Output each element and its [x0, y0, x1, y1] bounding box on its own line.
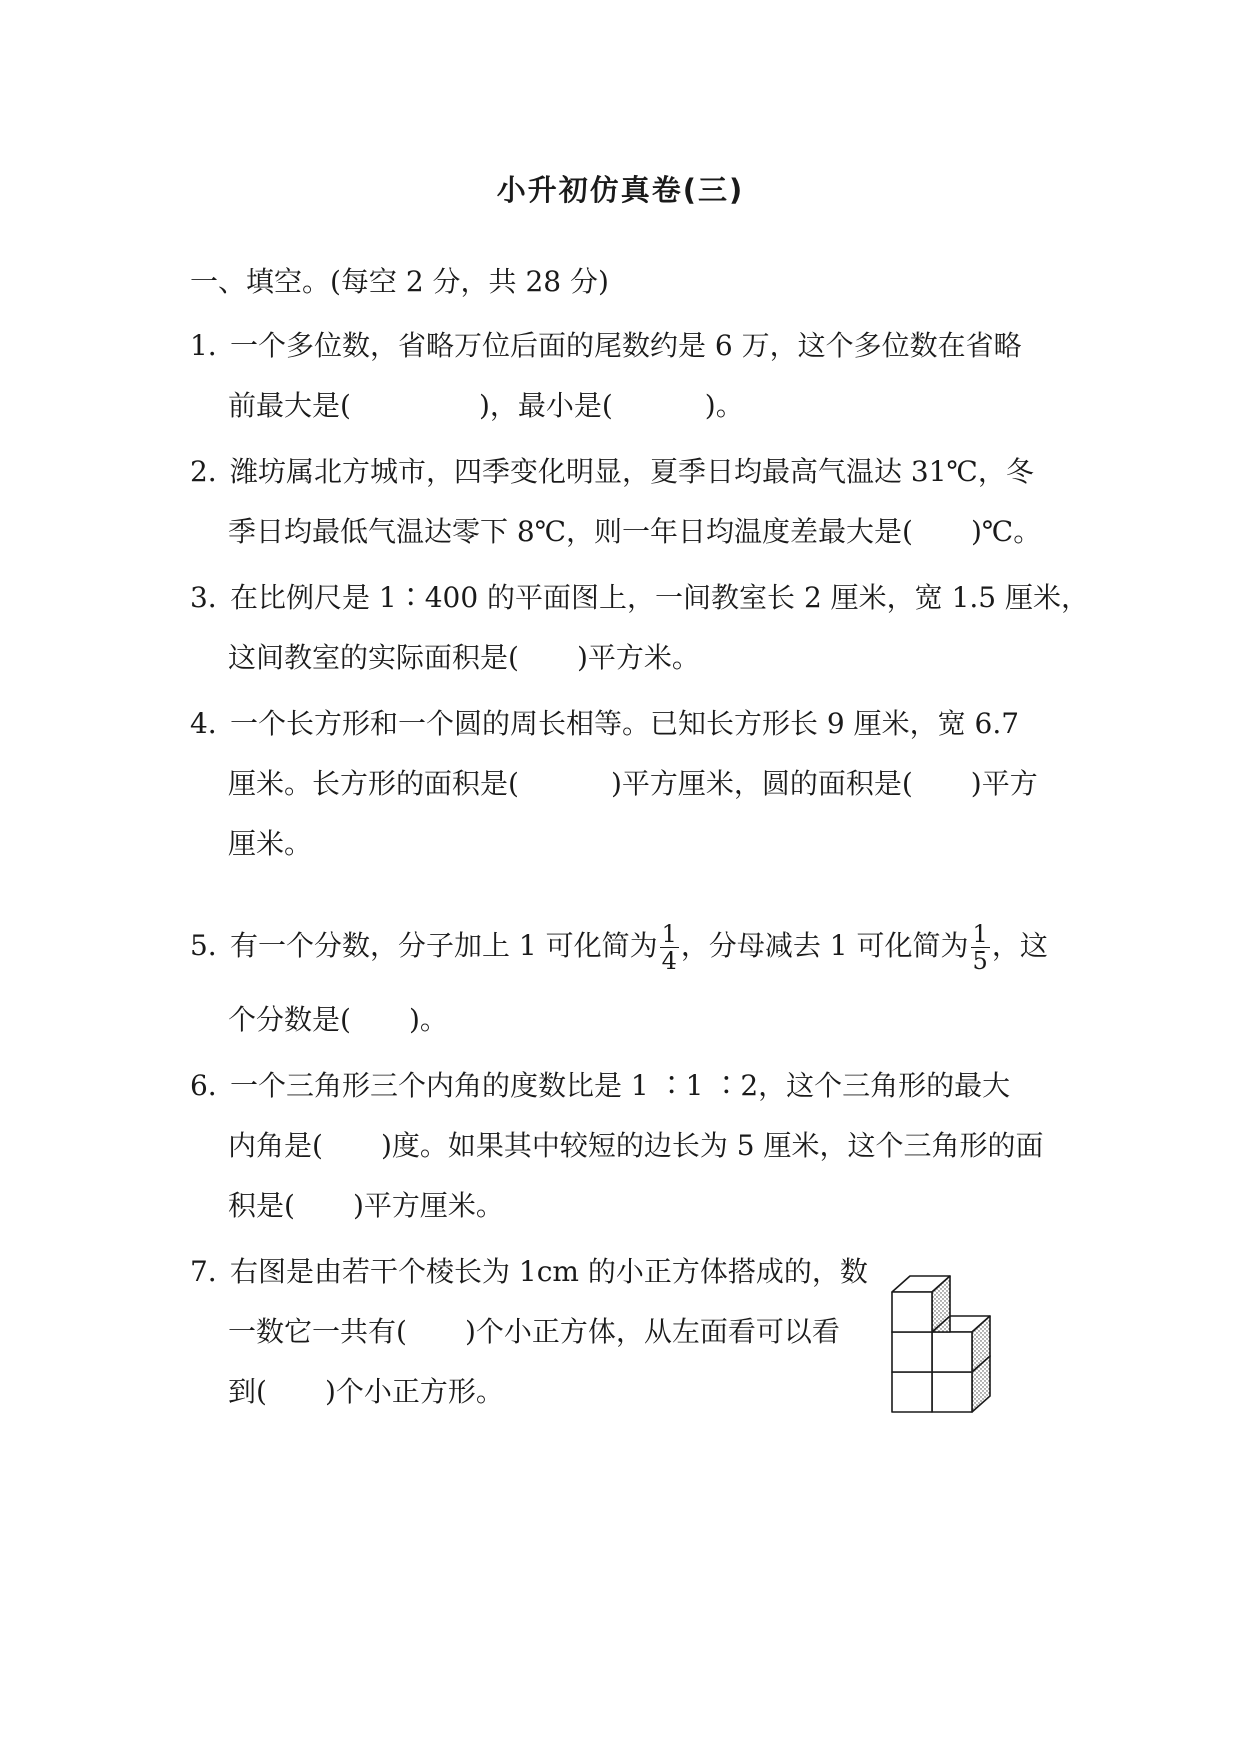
question-text: 潍坊属北方城市，四季变化明显，夏季日均最高气温达 31℃，冬 — [230, 455, 1034, 488]
question-6-line-3 — [228, 1186, 504, 1226]
question-text: )℃。 — [970, 515, 1042, 548]
question-text: )度。如果其中较短的边长为 5 厘米，这个三角形的面 — [380, 1129, 1044, 1162]
question-6-line-2 — [228, 1126, 1043, 1166]
question-text: 一个多位数，省略万位后面的尾数约是 6 万，这个多位数在省略 — [230, 329, 1022, 362]
fraction-denominator: 4 — [661, 947, 677, 975]
question-4-line-1 — [190, 704, 1019, 744]
question-text: )。 — [704, 389, 744, 422]
question-text: 厘米。 — [228, 827, 313, 860]
question-6-line-1 — [190, 1066, 1010, 1106]
question-number: 3． — [190, 581, 236, 614]
fraction-numerator: 1 — [972, 920, 988, 948]
question-text: 有一个分数，分子加上 1 可化简为 — [230, 929, 658, 962]
question-number: 1． — [190, 329, 236, 362]
question-text: )。 — [408, 1003, 448, 1036]
question-text: 厘米。长方形的面积是( — [228, 767, 519, 800]
question-2-line-2 — [228, 512, 1041, 552]
stacked-cubes-figure — [880, 1260, 1010, 1440]
question-text: 内角是( — [228, 1129, 323, 1162]
question-7-line-3 — [228, 1372, 504, 1412]
question-1-line-2 — [228, 386, 744, 426]
fraction-one-fourth — [660, 921, 679, 974]
question-text: 这间教室的实际面积是( — [228, 641, 519, 674]
question-7-line-1 — [190, 1252, 868, 1292]
question-text: 到( — [228, 1375, 267, 1408]
question-text: 右图是由若干个棱长为 1cm 的小正方体搭成的，数 — [230, 1255, 868, 1288]
question-5-line-2 — [228, 1000, 448, 1040]
section-heading: 一、填空。(每空 2 分，共 28 分) — [190, 265, 609, 298]
question-5-line-1 — [190, 916, 1048, 976]
question-number: 4． — [190, 707, 236, 740]
question-text: )平方厘米。 — [352, 1189, 504, 1222]
question-text: 个分数是( — [228, 1003, 351, 1036]
question-4-line-2 — [228, 764, 1038, 804]
question-number: 5． — [190, 929, 236, 962]
fraction-one-fifth — [971, 921, 990, 974]
question-text: 在比例尺是 1∶400 的平面图上，一间教室长 2 厘米，宽 1.5 厘米， — [230, 581, 1090, 614]
question-number: 2． — [190, 455, 236, 488]
question-2-line-1 — [190, 452, 1034, 492]
exam-title: 小升初仿真卷(三) — [496, 173, 745, 207]
fraction-denominator: 5 — [972, 947, 988, 975]
question-text: 一个长方形和一个圆的周长相等。已知长方形长 9 厘米，宽 6.7 — [230, 707, 1020, 740]
question-text: 一数它一共有( — [228, 1315, 407, 1348]
question-text: )平方米。 — [576, 641, 700, 674]
question-number: 6． — [190, 1069, 236, 1102]
question-number: 7． — [190, 1255, 236, 1288]
question-text: 一个三角形三个内角的度数比是 1 ∶1 ∶2，这个三角形的最大 — [230, 1069, 1011, 1102]
question-text: )，最小是( — [478, 389, 613, 422]
question-text: 季日均最低气温达零下 8℃，则一年日均温度差最大是( — [228, 515, 913, 548]
question-1-line-1 — [190, 326, 1022, 366]
question-text: )个小正方体，从左面看可以看 — [464, 1315, 840, 1348]
question-text: 积是( — [228, 1189, 295, 1222]
question-text: )平方厘米，圆的面积是( — [610, 767, 913, 800]
question-text: )个小正方形。 — [324, 1375, 504, 1408]
question-7-line-2 — [228, 1312, 840, 1352]
question-4-line-3 — [228, 824, 312, 864]
question-text: 前最大是( — [228, 389, 351, 422]
question-text: ，这 — [991, 929, 1048, 962]
question-text: ，分母减去 1 可化简为 — [680, 929, 969, 962]
question-text: )平方 — [970, 767, 1038, 800]
question-3-line-2 — [228, 638, 700, 678]
fraction-numerator: 1 — [661, 920, 677, 948]
question-3-line-1 — [190, 578, 1089, 618]
